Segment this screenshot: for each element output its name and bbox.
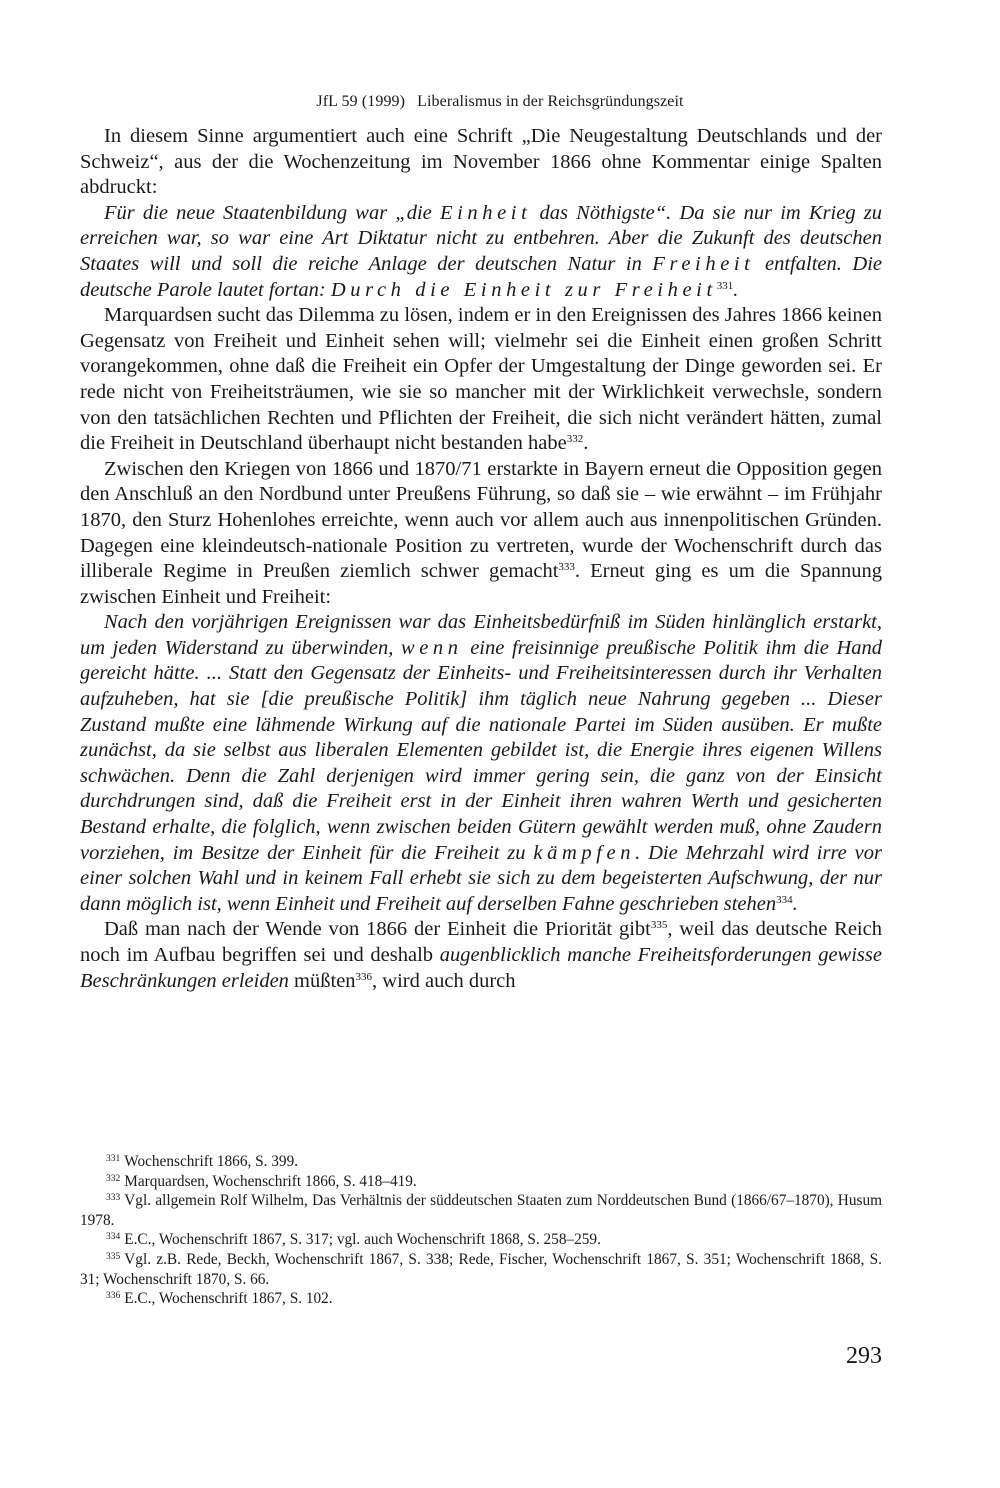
paragraph-4-text-a: Daß man nach der Wende von 1866 der Einheit die Priorität gibt: [104, 918, 651, 941]
footnote-text: Vgl. z.B. Rede, Beckh, Wochenschrift 1867, S. 338; Rede, Fischer, Wochenschrift 1867, S. 351; Wochenschrift 1868, S. 31; Wochenschrift 1870, S. 66.: [80, 1250, 882, 1288]
quote-1-spaced-motto: Durch die Einheit zur Freiheit: [330, 278, 717, 301]
paragraph-4: [80, 917, 882, 994]
paragraph-1: In diesem Sinne argumentiert auch eine Schrift „Die Neugestaltung Deutschlands und der Schweiz“, aus der die Wochenzeitung im November 1866 ohne Kommentar einige Spalten abdruckt:: [80, 125, 882, 199]
footnote-335: [80, 1250, 882, 1289]
paragraph-3-text-b: . Erneut ging es um die Spannung zwischen Einheit und Freiheit:: [80, 560, 882, 608]
quote-1-end: .: [733, 278, 739, 301]
footnote-ref-336[interactable]: 336: [355, 970, 373, 983]
footnote-ref-332[interactable]: 332: [566, 433, 584, 446]
quote-2-spaced-kaempfen: kämpfen: [533, 841, 636, 864]
footnote-332: [80, 1172, 882, 1192]
footnote-number: 336: [106, 1291, 121, 1302]
footnote-ref-335[interactable]: 335: [650, 919, 668, 932]
quote-2-text-c: eine freisinnige preußische Politik ihm die Hand gereicht hätte. ... Statt den Gegensatz der Einheits- und Freiheitsinteressen durch ihr Verhalten aufzuheben, hat sie [die preußische Politik] ihm täglich neue Nahrung gegeben ... Dieser Zustand mußte eine lähmende Wirkung auf die nationale Partei im Süden ausüben. Er mußte zunächst, da sie selbst aus liberalen Elementen gebildet ist, die Energie ihres eigenen Willens schwächen. Denn die Zahl derjenigen wird immer gering sein, die ganz von der Einsicht durchdrungen sind, daß die Freiheit erst in der Einheit ihren wahren Werth und gesicherten Bestand erhalte, die folglich, wenn zwischen beiden Gütern gewählt werden muß, ohne Zaudern vorziehen, im Besitze der Einheit für die Freiheit zu: [80, 636, 882, 864]
footnote-text: E.C., Wochenschrift 1867, S. 317; vgl. auch Wochenschrift 1868, S. 258–259.: [124, 1231, 601, 1249]
footnote-text: Vgl. allgemein Rolf Wilhelm, Das Verhältnis der süddeutschen Staaten zum Norddeutschen Bund (1866/67–1870), Husum 1978.: [80, 1192, 882, 1229]
page-number: 293: [846, 1343, 882, 1369]
footnote-334: [80, 1230, 882, 1250]
footnote-331: [80, 1152, 882, 1172]
footnote-333: [80, 1191, 882, 1230]
quote-2: [80, 610, 882, 917]
quote-2-spaced-wenn: wenn: [400, 636, 463, 659]
paragraph-4-text-d: müßten: [288, 969, 356, 992]
footnote-ref-334[interactable]: 334: [776, 893, 793, 906]
footnote-number: 335: [106, 1251, 121, 1262]
paragraph-3-text-a: Zwischen den Kriegen von 1866 und 1870/71 erstarkte in Bayern erneut die Opposition gegen den Anschluß an den Nordbund unter Preußens Führung, so daß sie – wie erwähnt – im Frühjahr 1870, den Sturz Hohenlohes erreichte, wenn auch vor allem auch aus innenpolitischen Gründen. Dagegen eine kleindeutsch-nationale Position zu vertreten, wurde der Wochenschrift durch das illiberale Regime in Preußen ziemlich schwer gemacht: [80, 457, 882, 583]
paragraph-3: [80, 457, 882, 611]
quote-1-spaced-freiheit: Freiheit: [652, 252, 755, 275]
running-head-title: Liberalismus in der Reichsgründungszeit: [417, 93, 684, 110]
quote-1-spaced-einheit: Einheit: [439, 201, 532, 224]
paragraph-2: [80, 303, 882, 457]
paragraph-2-end: .: [583, 432, 589, 455]
footnote-ref-331[interactable]: 331: [716, 279, 734, 292]
quote-1: [80, 201, 882, 303]
quote-2-text-a: Nach den vorjährigen Ereignissen war das Einheitsbedürfniß im Süden hinlänglich erstarkt, um jeden Widerstand zu überwinden,: [80, 611, 882, 659]
footnote-text: Wochenschrift 1866, S. 399.: [124, 1153, 299, 1170]
body-text: [80, 124, 882, 994]
footnote-number: 331: [106, 1154, 121, 1164]
quote-2-end: .: [792, 892, 798, 915]
quote-2-text-e: . Die Mehrzahl wird irre vor einer solchen Wahl und in keinem Fall erhebt sie sich zu dem begeisterten Aufschwung, der nur dann möglich ist, wenn Einheit und Freiheit auf derselben Fahne geschrieben stehen: [80, 841, 882, 915]
footnote-text: E.C., Wochenschrift 1867, S. 102.: [124, 1290, 333, 1308]
running-head: [0, 93, 1000, 111]
quote-1-text-c: das Nöthigste“. Da sie nur im Krieg zu erreichen war, so war eine Art Diktatur nicht zu entbehren. Aber die Zukunft des deutschen Staates will und soll die reiche Anlage der deutschen Natur in: [80, 201, 882, 275]
footnote-336: [80, 1289, 882, 1309]
footnote-ref-333[interactable]: 333: [558, 561, 575, 574]
paragraph-2-text: Marquardsen sucht das Dilemma zu lösen, indem er in den Ereignissen des Jahres 1866 keinen Gegensatz von Freiheit und Einheit sehen will; vielmehr sei die Einheit einen großen Schritt vorangekommen, ohne daß die Freiheit ein Opfer der Umgestaltung der Dinge geworden sei. Er rede nicht von Freiheitsträumen, wie sie so mancher mit der Wirklichkeit verwechsle, sondern von den tatsächlichen Rechten und Pflichten der Freiheit, die sich nicht verändert hätten, zumal die Freiheit in Deutschland überhaupt nicht bestanden habe: [80, 304, 882, 455]
paragraph-4-text-e: , wird auch durch: [372, 969, 516, 992]
footnote-number: 334: [106, 1232, 121, 1243]
footnote-number: 332: [106, 1173, 121, 1184]
footnotes: [80, 1152, 882, 1309]
quote-1-text-a: Für die neue Staatenbildung war „die: [104, 201, 440, 224]
footnote-text: Marquardsen, Wochenschrift 1866, S. 418–419.: [124, 1172, 417, 1190]
footnote-number: 333: [106, 1193, 121, 1204]
quote-1-text-e: entfalten. Die deutsche Parole lautet fortan:: [80, 252, 882, 301]
paragraph-4-italic-quote: augenblicklich manche Freiheitsforderungen gewisse Beschränkungen erleiden: [80, 944, 882, 992]
running-head-journal: JfL 59 (1999): [316, 93, 406, 110]
paragraph-4-text-b: , weil das deutsche Reich noch im Aufbau begriffen sei und deshalb: [80, 918, 882, 966]
